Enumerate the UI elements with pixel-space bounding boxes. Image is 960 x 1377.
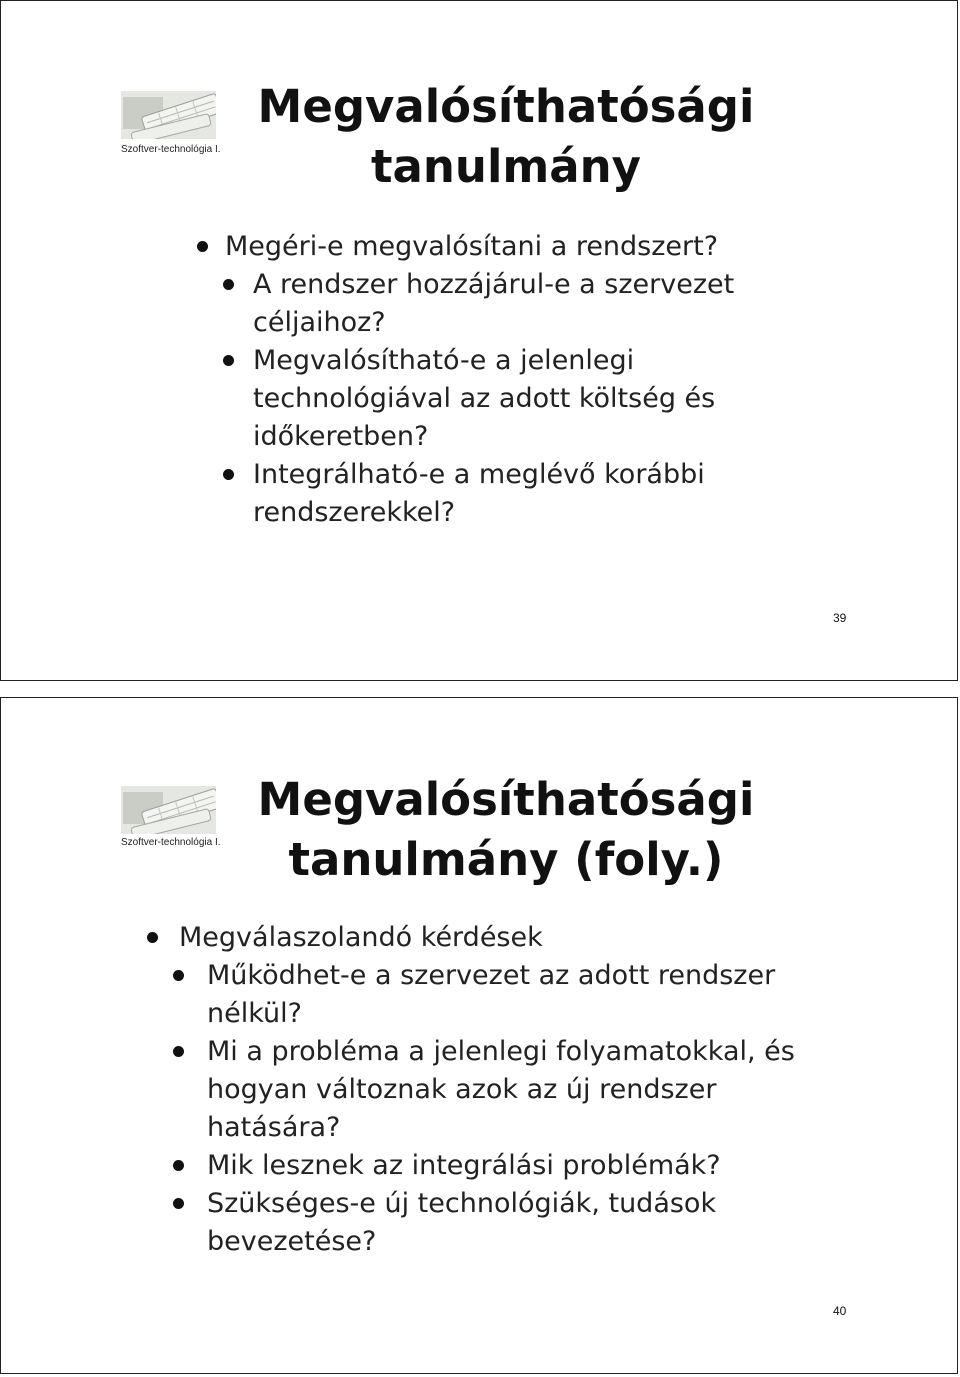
bullet-icon: [147, 932, 158, 943]
slide-title-line-1: Megvalósíthatósági: [257, 80, 755, 133]
slide-title: [241, 77, 771, 197]
bullet-icon: [173, 1046, 184, 1057]
list-item-text: Működhet-e a szervezet az adott rendszer nélkül?: [207, 960, 776, 1029]
slide-40: [0, 697, 958, 1374]
bullet-list: [147, 919, 847, 1261]
page-number: 40: [833, 1304, 847, 1318]
keyboard-logo-image: [121, 91, 216, 139]
list-item-text: Mik lesznek az integrálási problémák?: [207, 1150, 721, 1181]
list-item-text: Integrálható-e a meglévő korábbi rendszerekkel?: [253, 459, 705, 528]
bullet-icon: [173, 1160, 184, 1171]
list-item: [147, 1147, 847, 1185]
bullet-icon: [223, 469, 234, 480]
slide-39: [0, 0, 958, 681]
slide-title: [241, 770, 771, 890]
list-item-text: Megválaszolandó kérdések: [179, 922, 543, 953]
list-item: [147, 1033, 847, 1147]
list-item-text: Megéri-e megvalósítani a rendszert?: [225, 231, 719, 262]
list-item-text: Mi a probléma a jelenlegi folyamatokkal, és hogyan változnak azok az új rendszer hatására?: [207, 1036, 795, 1143]
list-item-text: Megvalósítható-e a jelenlegi technológiával az adott költség és időkeretben?: [253, 345, 716, 452]
list-item: [147, 1185, 847, 1261]
bullet-icon: [173, 1198, 184, 1209]
list-item: [197, 342, 837, 456]
list-item: [147, 957, 847, 1033]
logo-caption: Szoftver-technológia I.: [121, 837, 221, 848]
list-item-text: A rendszer hozzájárul-e a szervezet céljaihoz?: [253, 269, 735, 338]
list-item: [197, 266, 837, 342]
bullet-icon: [223, 279, 234, 290]
slide-title-line-2: tanulmány: [371, 140, 641, 193]
list-item: [197, 228, 837, 266]
bullet-icon: [223, 355, 234, 366]
bullet-icon: [197, 241, 208, 252]
logo-caption: Szoftver-technológia I.: [121, 144, 221, 155]
list-item: [197, 456, 837, 532]
keyboard-logo-image: [121, 786, 216, 834]
list-item-text: Szükséges-e új technológiák, tudások bevezetése?: [207, 1188, 717, 1257]
bullet-list: [197, 228, 837, 532]
page-number: 39: [833, 611, 847, 625]
list-item: [147, 919, 847, 957]
slide-title-line-1: Megvalósíthatósági: [257, 773, 755, 826]
bullet-icon: [173, 970, 184, 981]
slide-title-line-2: tanulmány (foly.): [288, 833, 724, 886]
